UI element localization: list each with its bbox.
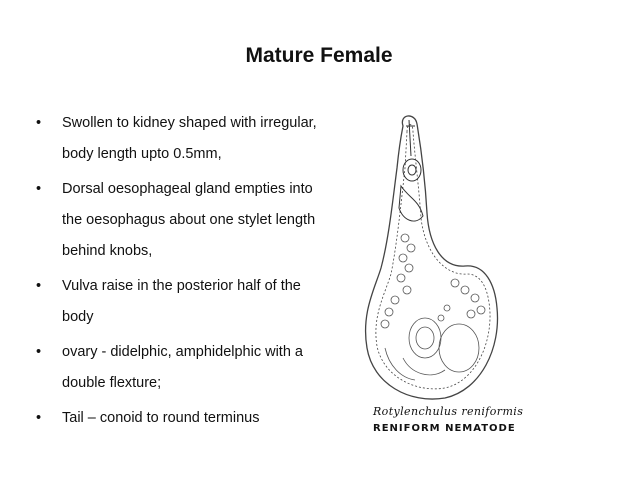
- bullet-marker: •: [36, 278, 42, 294]
- bullet-text: ovary - didelphic, amphidelphic with a double flexture;: [62, 344, 303, 391]
- egg: [439, 324, 479, 372]
- bullet-item: [36, 403, 336, 434]
- bullet-item: [36, 174, 336, 267]
- figure-caption-common: RENIFORM NEMATODE: [373, 423, 516, 434]
- bullet-text: Dorsal oesophageal gland empties into the oesophagus about one stylet length behind knobs,: [62, 181, 316, 259]
- bullet-item: [36, 271, 336, 333]
- nematode-illustration: [345, 108, 513, 408]
- inner-body-outline: [376, 125, 490, 389]
- stylet: [409, 120, 411, 156]
- bullet-marker: •: [36, 181, 42, 197]
- bullet-marker: •: [36, 344, 42, 360]
- bullet-item: [36, 337, 336, 399]
- figure-caption-species: Rotylenchulus reniformis: [373, 405, 524, 418]
- bullet-text: Swollen to kidney shaped with irregular, body length upto 0.5mm,: [62, 115, 317, 162]
- bullet-marker: •: [36, 115, 42, 131]
- bullet-text: Tail – conoid to round terminus: [62, 410, 260, 426]
- ovary: [409, 318, 441, 358]
- bullet-list: [36, 108, 336, 438]
- bullet-marker: •: [36, 410, 42, 426]
- bullet-item: [36, 108, 336, 170]
- median-bulb: [403, 159, 421, 181]
- bullet-text: Vulva raise in the posterior half of the body: [62, 278, 301, 325]
- slide-title: Mature Female: [245, 44, 393, 67]
